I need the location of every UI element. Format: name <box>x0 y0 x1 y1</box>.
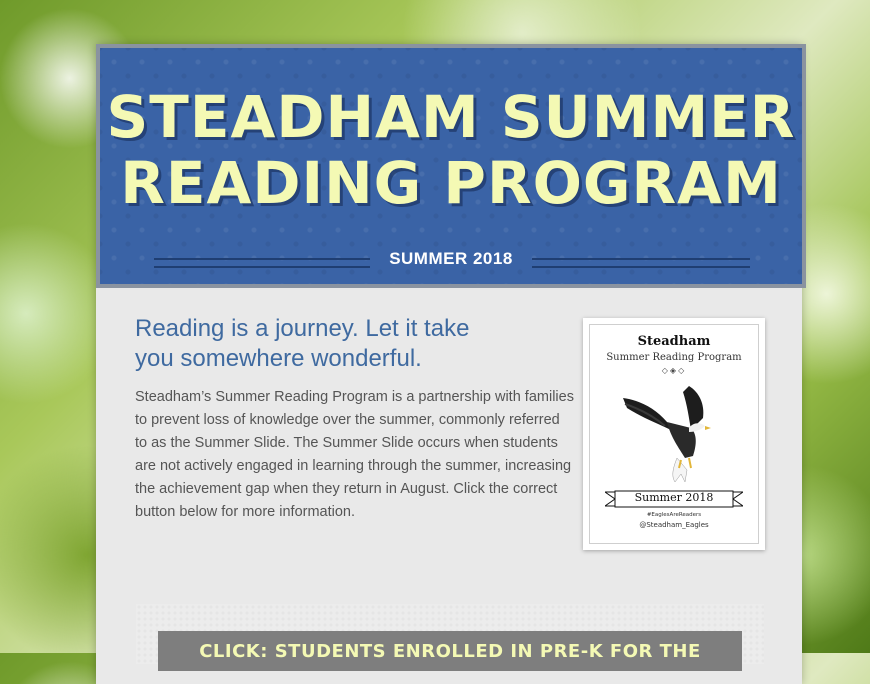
page-title <box>100 84 802 216</box>
prek-info-button[interactable]: CLICK: STUDENTS ENROLLED IN PRE-K FOR THE <box>158 631 742 671</box>
eagle-icon <box>619 378 729 488</box>
poster-title: Steadham <box>637 334 711 349</box>
title-line-1: STEADHAM SUMMER <box>106 83 796 151</box>
program-poster-image[interactable] <box>583 318 765 550</box>
heading-line-2: you somewhere wonderful. <box>135 345 422 372</box>
poster-banner-text: Summer 2018 <box>634 491 714 504</box>
poster-subtitle: Summer Reading Program <box>606 352 742 363</box>
title-line-2: READING PROGRAM <box>120 149 782 217</box>
newsletter-header <box>96 44 806 288</box>
section-heading <box>135 314 555 374</box>
divider-left <box>154 258 370 268</box>
intro-paragraph: Steadham’s Summer Reading Program is a partnership with families to prevent loss of knowledge over the summer, commonly referred to as the Summer Slide. The Summer Slide occurs when students are not actively engaged in learning through the summer, increasing the achievement gap when they return in August. Click the correct button below for more information. <box>135 389 574 520</box>
header-subtitle: SUMMER 2018 <box>389 249 513 268</box>
divider-right <box>532 258 750 268</box>
poster-banner-label <box>605 490 743 508</box>
poster-hashtag: #EaglesAreReaders <box>646 512 702 518</box>
heading-line-1: Reading is a journey. Let it take <box>135 315 470 342</box>
poster-handle: @Steadham_Eagles <box>639 521 709 529</box>
ornament-icon: ◇◈◇ <box>661 366 687 375</box>
